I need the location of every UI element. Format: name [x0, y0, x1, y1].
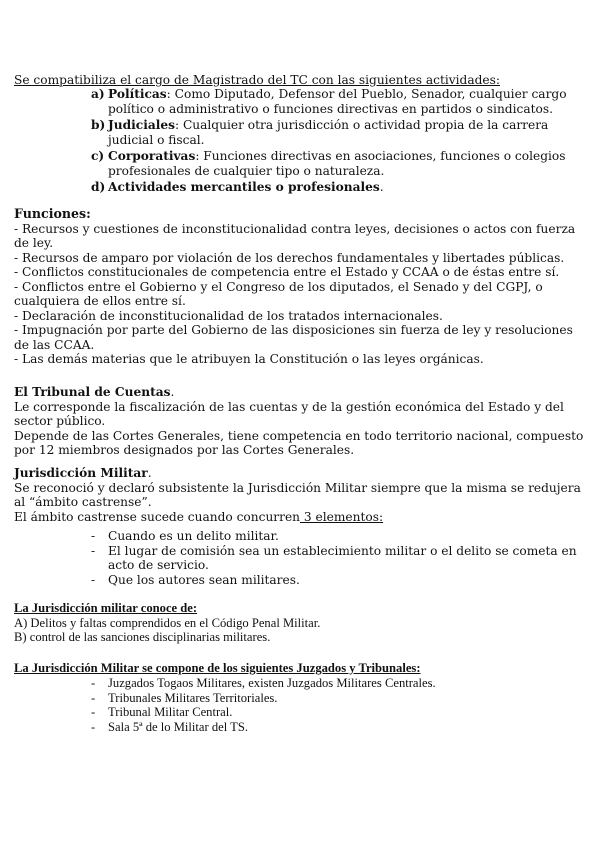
- heading-period: .: [170, 385, 175, 399]
- paragraph: Se reconoció y declaró subsistente la Jurisdicción Militar siempre que la misma se redujera al “ámbito castrense”.: [14, 480, 581, 509]
- list-item: - Declaración de inconstitucionalidad de los tratados internacionales.: [14, 308, 443, 323]
- item-text: : Funciones directivas en asociaciones, funciones o colegios profesionales de cualquier tipo o naturaleza.: [108, 149, 566, 178]
- tribunal-cuentas-section: [14, 385, 586, 458]
- item-letter: c): [91, 149, 105, 163]
- item-text: : Como Diputado, Defensor del Pueblo, Senador, cualquier cargo político o administrativo o funciones directivas en partidos o sindicatos.: [108, 87, 567, 116]
- compone-section: [14, 661, 586, 676]
- dash-bullet: -: [91, 572, 96, 587]
- item-letter: d): [91, 180, 106, 194]
- section-heading: La Jurisdicción militar conoce de:: [14, 601, 198, 615]
- list-item: [91, 149, 581, 178]
- item-text: : Cualquier otra jurisdicción o actividad propia de la carrera judicial o fiscal.: [108, 118, 549, 147]
- section-heading: El Tribunal de Cuentas: [14, 385, 171, 399]
- section-heading: La Jurisdicción Militar se compone de los siguientes Juzgados y Tribunales:: [14, 661, 421, 675]
- list-item: A) Delitos y faltas comprendidos en el Código Penal Militar.: [14, 615, 321, 630]
- list-item: - Que los autores sean militares.: [91, 572, 300, 587]
- item-label: Políticas: [108, 87, 167, 101]
- dash-bullet: -: [91, 719, 96, 734]
- list-item: - Conflictos constitucionales de competencia entre el Estado y CCAA o de éstas entre sí.: [14, 265, 560, 279]
- compone-list: [91, 676, 581, 734]
- militar-section: [14, 466, 586, 524]
- list-item: - Recursos y cuestiones de inconstitucionalidad contra leyes, decisiones o actos con fuerza de ley.: [14, 221, 576, 250]
- list-item: - Las demás materias que le atribuyen la Constitución o las leyes orgánicas.: [14, 352, 484, 366]
- list-item: - El lugar de comisión sea un establecimiento militar o el delito se cometa en acto de servicio.: [91, 543, 577, 572]
- paragraph: El ámbito castrense sucede cuando concurren: [14, 509, 301, 524]
- compat-list: [91, 87, 581, 195]
- list-item: - Cuando es un delito militar.: [91, 529, 279, 543]
- item-letter: a): [91, 87, 105, 101]
- dash-bullet: -: [91, 690, 96, 705]
- list-item: - Tribunal Militar Central.: [91, 705, 233, 719]
- section-heading: Jurisdicción Militar: [14, 466, 148, 480]
- dash-bullet: -: [91, 676, 96, 690]
- dash-bullet: -: [91, 543, 96, 558]
- paragraph: Depende de las Cortes Generales, tiene competencia en todo territorio nacional, compuesto por 12 miembros designados por las Cortes Generales.: [14, 428, 584, 457]
- item-text: .: [379, 180, 384, 194]
- paragraph: Le corresponde la fiscalización de las cuentas y de la gestión económica del Estado y del sector público.: [14, 399, 564, 428]
- dash-bullet: -: [91, 529, 96, 543]
- militar-elements-list: [91, 529, 581, 587]
- list-item: - Juzgados Togaos Militares, existen Juzgados Militares Centrales.: [91, 676, 436, 690]
- list-item: - Recursos de amparo por violación de los derechos fundamentales y libertades públicas.: [14, 250, 565, 265]
- list-item: [91, 180, 581, 195]
- item-label: Judiciales: [108, 118, 175, 132]
- item-label: Actividades mercantiles o profesionales: [108, 180, 380, 194]
- heading-period: .: [147, 466, 152, 480]
- funciones-section: [14, 207, 586, 367]
- conoce-section: [14, 601, 586, 645]
- list-item: B) control de las sanciones disciplinarias militares.: [14, 630, 271, 644]
- compat-heading: Se compatibiliza el cargo de Magistrado del TC con las siguientes actividades:: [14, 73, 500, 87]
- list-item: - Impugnación por parte del Gobierno de las disposiciones sin fuerza de ley y resoluciones de las CCAA.: [14, 323, 573, 352]
- list-item: [91, 118, 581, 147]
- underlined-phrase: 3 elementos:: [300, 509, 384, 524]
- item-letter: b): [91, 118, 106, 132]
- list-item: - Tribunales Militares Territoriales.: [91, 690, 278, 705]
- dash-bullet: -: [91, 705, 96, 719]
- item-label: Corporativas: [108, 149, 196, 163]
- funciones-heading: Funciones:: [14, 206, 91, 221]
- list-item: - Sala 5ª de lo Militar del TS.: [91, 719, 249, 734]
- list-item: [91, 87, 581, 116]
- list-item: - Conflictos entre el Gobierno y el Congreso de los diputados, el Senado y del CGPJ, o cualquiera de ellos entre sí.: [14, 279, 543, 308]
